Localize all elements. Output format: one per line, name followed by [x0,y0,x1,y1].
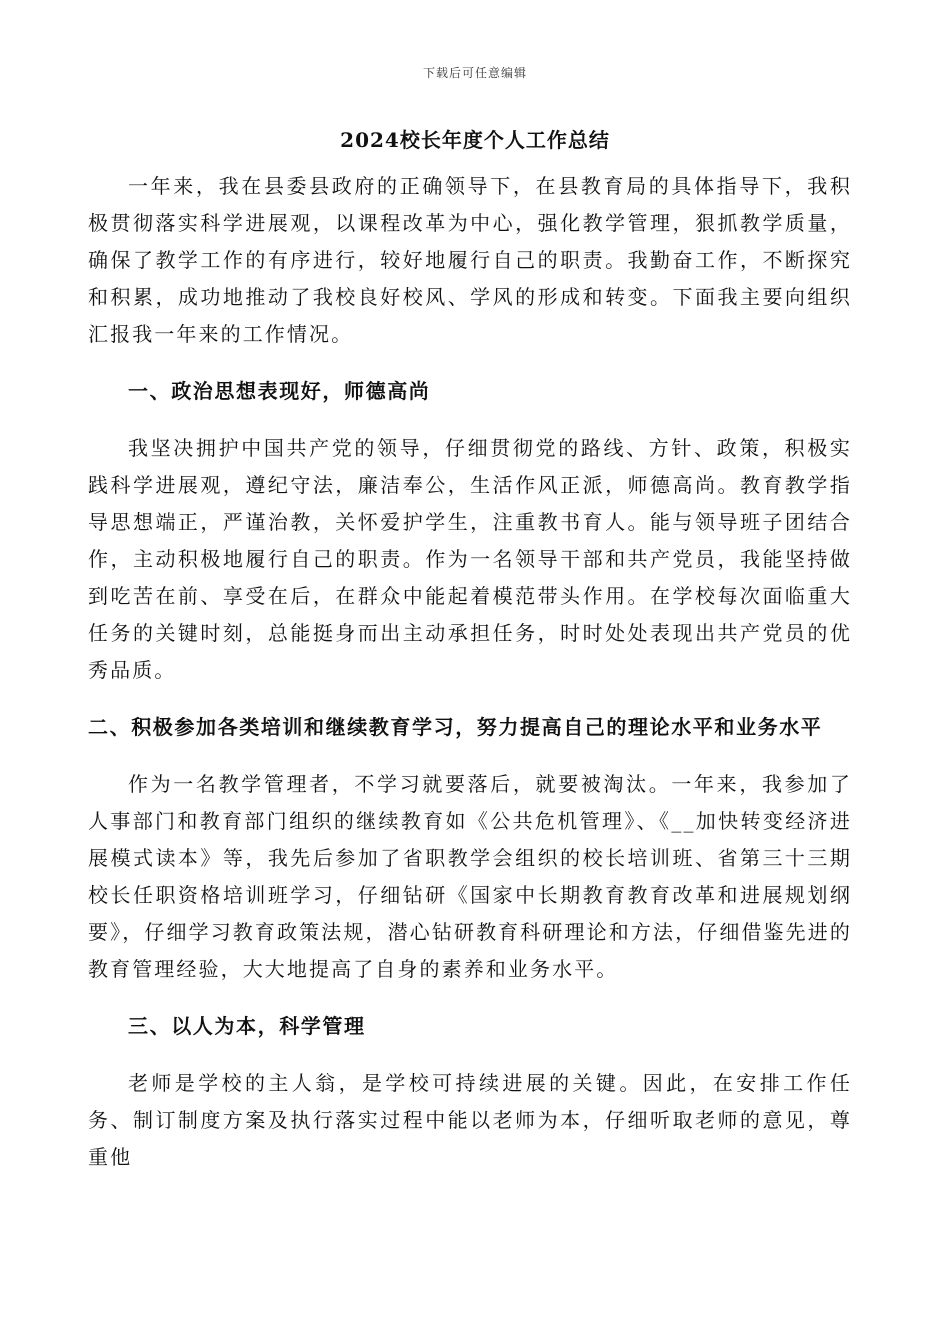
section-2-heading: 二、积极参加各类培训和继续教育学习，努力提高自己的理论水平和业务水平 [88,715,823,739]
section-3-body: 老师是学校的主人翁，是学校可持续进展的关键。因此，在安排工作任务、制订制度方案及执行落实过程中能以老师为本，仔细听取老师的意见，尊重他 [88,1071,852,1169]
section-3-heading: 三、以人为本，科学管理 [128,1014,366,1038]
section-1-body: 我坚决拥护中国共产党的领导，仔细贯彻党的路线、方针、政策，积极实践科学进展观，遵纪守法，廉洁奉公，生活作风正派，师德高尚。教育教学指导思想端正，严谨治教，关怀爱护学生，注重教书育人。能与领导班子团结合作，主动积极地履行自己的职责。作为一名领导干部和共产党员，我能坚持做到吃苦在前、享受在后，在群众中能起着模范带头作用。在学校每次面临重大任务的关键时刻，总能挺身而出主动承担任务，时时处处表现出共产党员的优秀品质。 [88,436,852,682]
header-note: 下载后可任意编辑 [422,66,527,80]
section-1-heading: 一、政治思想表现好，师德高尚 [128,379,431,403]
intro-paragraph: 一年来，我在县委县政府的正确领导下，在县教育局的具体指导下，我积极贯彻落实科学进展观，以课程改革为中心，强化教学管理，狠抓教学质量，确保了教学工作的有序进行，较好地履行自己的职责。我勤奋工作，不断探究和积累，成功地推动了我校良好校风、学风的形成和转变。下面我主要向组织汇报我一年来的工作情况。 [88,174,852,346]
document-body [88,168,852,1196]
document-title: 2024校长年度个人工作总结 [340,128,610,152]
section-2-body: 作为一名教学管理者，不学习就要落后，就要被淘汰。一年来，我参加了人事部门和教育部门组织的继续教育如《公共危机管理》、《__加快转变经济进展模式读本》等，我先后参加了省职教学会组织的校长培训班、省第三十三期校长任职资格培训班学习，仔细钻研《国家中长期教育教育改革和进展规划纲要》，仔细学习教育政策法规，潜心钻研教育科研理论和方法，仔细借鉴先进的教育管理经验，大大地提高了自身的素养和业务水平。 [88,772,852,981]
